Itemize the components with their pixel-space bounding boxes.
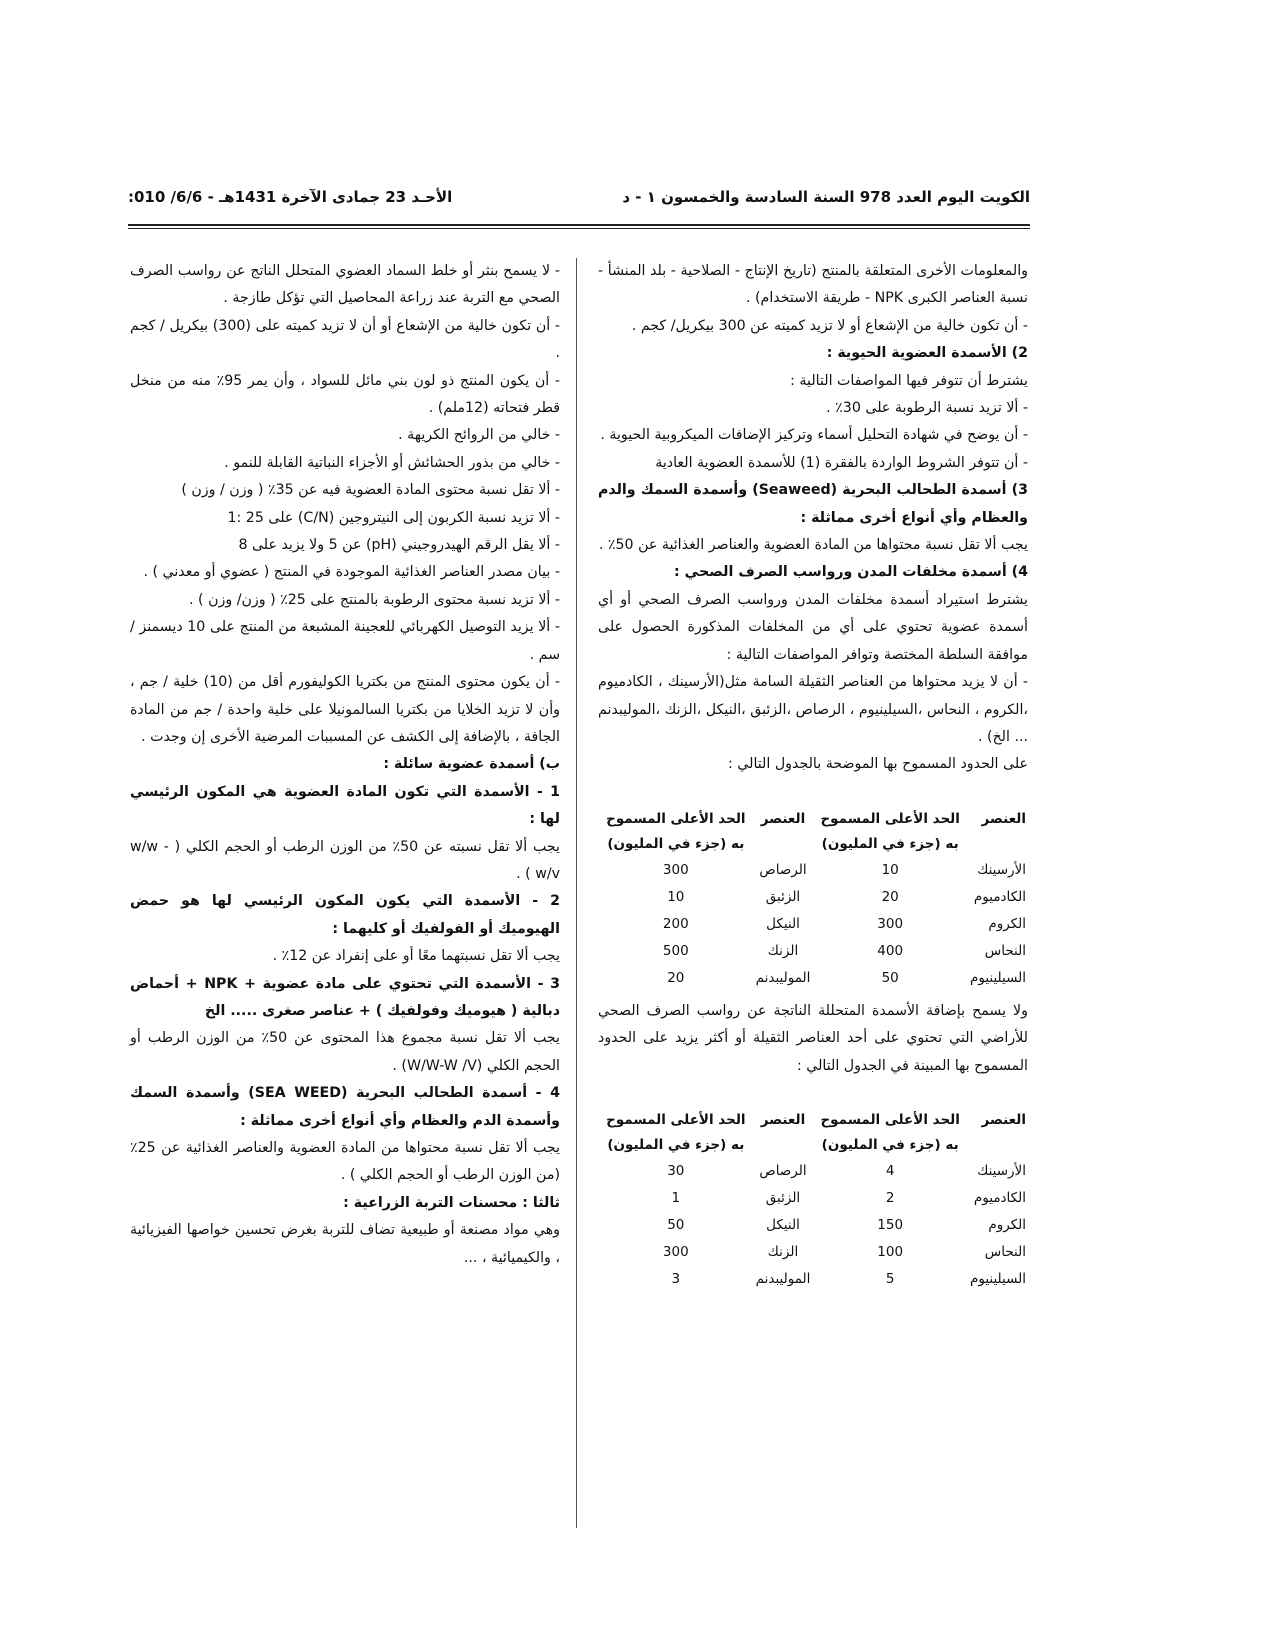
paragraph: - ألا تزيد نسبة الرطوبة على 30٪ .: [826, 400, 1028, 417]
table-cell: الزئبق: [765, 1189, 801, 1206]
paragraph: يجب ألا تقل نسبة مجموع هذا المحتوى عن 50٪ من الوزن الرطب أو الحجم الكلي (W/W-W /V) .: [130, 1030, 560, 1074]
table-cell: 4: [885, 1162, 895, 1179]
table-cell: 50: [881, 969, 899, 986]
paragraph: ولا يسمح بإضافة الأسمدة المتحللة الناتجة عن رواسب الصرف الصحي للأراضي التي تحتوي على أحد العناصر الثقيلة أو أكثر يزيد على الحدود المسموح بها المبينة في الجدول التالي :: [598, 1002, 1028, 1074]
limits-table-2: [598, 1108, 1028, 1293]
section-heading: 2) الأسمدة العضوية الحيوية :: [826, 345, 1028, 362]
table-row: [598, 1212, 1028, 1239]
section-heading: 2 - الأسمدة التي يكون المكون الرئيسي لها هو حمض الهيوميك أو الفولفيك أو كليهما :: [130, 893, 560, 937]
table-cell: الرصاص: [759, 1162, 807, 1179]
table-cell: 500: [662, 942, 689, 959]
section-heading: ب) أسمدة عضوية سائلة :: [383, 756, 560, 773]
table-cell: 1: [671, 1189, 681, 1206]
table-header: الحد الأعلى المسموح به (جزء في المليون): [820, 1111, 960, 1153]
paragraph: وهي مواد مصنعة أو طبيعية تضاف للتربة بغرض تحسين خواصها الفيزيائية ، والكيميائية ، ...: [130, 1222, 560, 1266]
table-cell: الأرسينك: [977, 861, 1026, 878]
right-column: [598, 258, 1028, 1299]
paragraph: - أن يكون محتوى المنتج من بكتريا الكوليفورم أقل من (10) خلية / جم ، وأن لا تزيد الخلايا من بكتريا السالمونيلا على خلية واحدة / جم من المادة الجافة ، بالإضافة إلى الكشف عن المسببات المرضية الأخرى إن وجدت .: [130, 674, 560, 745]
table-cell: 300: [662, 1243, 689, 1260]
paragraph: - أن تتوفر الشروط الواردة بالفقرة (1) للأسمدة العضوية العادية: [655, 454, 1028, 471]
table-row: [598, 938, 1028, 965]
table-cell: 10: [881, 861, 899, 878]
table-cell: الزنك: [767, 942, 799, 959]
table-cell: الكادميوم: [973, 888, 1026, 905]
table-cell: النحاس: [984, 942, 1026, 959]
table-row: [598, 857, 1028, 884]
section-heading: 4 - أسمدة الطحالب البحرية (SEA WEED) وأسمدة السمك وأسمدة الدم والعظام وأي أنواع أخرى مماثلة :: [130, 1085, 560, 1129]
table-row: [598, 884, 1028, 911]
table-cell: 300: [877, 915, 904, 932]
paragraph: يجب ألا تقل نسبتهما معًا أو على إنفراد عن 12٪ .: [272, 948, 560, 965]
header-date: الأحـد 23 جمادى الآخرة 1431هـ - 6/6/ 010:: [128, 188, 453, 206]
paragraph: يشترط أن تتوفر فيها المواصفات التالية :: [790, 372, 1028, 389]
table-cell: السيلينيوم: [969, 969, 1026, 986]
left-column: [130, 258, 560, 1272]
paragraph: - خالي من الروائح الكريهة .: [398, 427, 560, 444]
table-cell: 150: [877, 1216, 904, 1233]
table-header: العنصر: [981, 1111, 1026, 1128]
paragraph: - أن يكون المنتج ذو لون بني مائل للسواد ، وأن يمر 95٪ منه من منخل قطر فتحاته (12ملم) .: [130, 372, 561, 417]
table-cell: 10: [667, 888, 685, 905]
table-cell: النيكل: [766, 915, 800, 932]
table-header: العنصر: [760, 1111, 806, 1128]
table-cell: 100: [877, 1243, 904, 1260]
table-cell: النحاس: [984, 1243, 1026, 1260]
table-cell: الموليبدنم: [755, 1270, 811, 1287]
paragraph: - خالي من بذور الحشائش أو الأجزاء النباتية القابلة للنمو .: [224, 454, 560, 471]
paragraph: على الحدود المسموح بها الموضحة بالجدول التالي :: [728, 756, 1028, 773]
header-publication-info: الكويت اليوم العدد 978 السنة السادسة والخمسون ١ - د: [622, 188, 1030, 206]
table-header: الحد الأعلى المسموح به (جزء في المليون): [606, 810, 746, 852]
paragraph: - ألا تقل نسبة محتوى المادة العضوية فيه عن 35٪ ( وزن / وزن ): [181, 482, 560, 499]
table-cell: 30: [667, 1162, 685, 1179]
paragraph: - أن تكون خالية من الإشعاع أو أن لا تزيد كميته على (300) بيكريل / كجم .: [130, 317, 560, 362]
paragraph: يشترط استيراد أسمدة مخلفات المدن ورواسب الصرف الصحي أو أي أسمدة عضوية تحتوي على أي من المخلفات المذكورة الحصول على موافقة السلطة المختصة وتوافر المواصفات التالية :: [598, 591, 1028, 663]
paragraph: يجب ألا تقل نسبته عن 50٪ من الوزن الرطب أو الحجم الكلي ( w/w - w/v ) .: [130, 838, 560, 882]
paragraph: يجب ألا تقل نسبة محتواها من المادة العضوية والعناصر الغذائية عن 50٪ .: [598, 537, 1028, 554]
table-row: [598, 1239, 1028, 1266]
paragraph: - ألا يزيد التوصيل الكهربائي للعجينة المشبعة من المنتج على 10 ديسمنز / سم .: [130, 619, 560, 663]
header-rule: [128, 224, 1030, 229]
paragraph: - أن تكون خالية من الإشعاع أو لا تزيد كميته عن 300 بيكريل/ كجم .: [631, 317, 1028, 334]
table-cell: الموليبدنم: [755, 969, 811, 986]
paragraph: - ألا يقل الرقم الهيدروجيني (pH) عن 5 ولا يزيد على 8: [238, 537, 560, 554]
table-cell: 20: [881, 888, 899, 905]
table-cell: 400: [877, 942, 904, 959]
table-row: [598, 1158, 1028, 1185]
table-cell: الزنك: [767, 1243, 799, 1260]
table-cell: الكادميوم: [973, 1189, 1026, 1206]
table-header: الحد الأعلى المسموح به (جزء في المليون): [820, 810, 960, 852]
table-row: [598, 1266, 1028, 1293]
column-divider: [576, 258, 577, 1528]
table-cell: 5: [885, 1270, 895, 1287]
limits-table-1: [598, 807, 1028, 992]
table-cell: النيكل: [766, 1216, 800, 1233]
paragraph: - ألا تزيد نسبة محتوى الرطوبة بالمنتج على 25٪ ( وزن/ وزن ) .: [189, 591, 560, 608]
paragraph: - ألا تزيد نسبة الكربون إلى النيتروجين (C/N) على 25 :1: [227, 509, 560, 526]
table-cell: 2: [885, 1189, 895, 1206]
page-header: [128, 182, 1030, 212]
section-heading: 4) أسمدة مخلفات المدن ورواسب الصرف الصحي :: [674, 564, 1028, 581]
table-cell: الكروم: [988, 915, 1026, 932]
table-header: الحد الأعلى المسموح به (جزء في المليون): [606, 1111, 746, 1153]
table-header: العنصر: [760, 810, 806, 827]
table-cell: 300: [662, 861, 689, 878]
paragraph: يجب ألا تقل نسبة محتواها من المادة العضوية والعناصر الغذائية عن 25٪ (من الوزن الرطب أو الحجم الكلي ) .: [130, 1140, 560, 1184]
table-cell: السيلينيوم: [969, 1270, 1026, 1287]
table-cell: الزئبق: [765, 888, 801, 905]
section-heading: 3 - الأسمدة التي تحتوي على مادة عضوية + NPK + أحماض دبالية ( هيوميك وفولفيك ) + عناصر صغرى ..... الخ: [130, 975, 561, 1019]
paragraph: - لا يسمح بنثر أو خلط السماد العضوي المتحلل الناتج عن رواسب الصرف الصحي مع التربة عند زراعة المحاصيل التي تؤكل طازجة .: [130, 263, 560, 307]
table-row: [598, 1185, 1028, 1212]
paragraph: - بيان مصدر العناصر الغذائية الموجودة في المنتج ( عضوي أو معدني ) .: [143, 564, 560, 581]
table-cell: 200: [662, 915, 689, 932]
table-cell: 50: [667, 1216, 685, 1233]
table-cell: الرصاص: [759, 861, 807, 878]
table-header: العنصر: [981, 810, 1026, 827]
paragraph: - أن لا يزيد محتواها من العناصر الثقيلة السامة مثل(الأرسينك ، الكادميوم ،الكروم ، النحاس ،السيلينيوم ، الرصاص ،الزئبق ،النيكل ،الزنك ،الموليبدنم ... الخ) .: [598, 674, 1028, 745]
table-row: [598, 911, 1028, 938]
table-cell: 3: [671, 1270, 681, 1287]
table-row: [598, 965, 1028, 992]
section-heading: 1 - الأسمدة التي تكون المادة العضوية هي المكون الرئيسي لها :: [130, 783, 560, 828]
section-heading: 3) أسمدة الطحالب البحرية (Seaweed) وأسمدة السمك والدم والعظام وأي أنواع أخرى مماثلة :: [598, 482, 1028, 526]
table-cell: 20: [667, 969, 685, 986]
table-cell: الأرسينك: [977, 1162, 1026, 1179]
table-cell: الكروم: [988, 1216, 1026, 1233]
section-heading: ثالثا : محسنات التربة الزراعية :: [343, 1194, 560, 1211]
paragraph: والمعلومات الأخرى المتعلقة بالمنتج (تاريخ الإنتاج - الصلاحية - بلد المنشأ - نسبة العناصر الكبرى NPK - طريقة الاستخدام) .: [598, 263, 1028, 307]
paragraph: - أن يوضح في شهادة التحليل أسماء وتركيز الإضافات الميكروبية الحيوية .: [600, 427, 1028, 444]
